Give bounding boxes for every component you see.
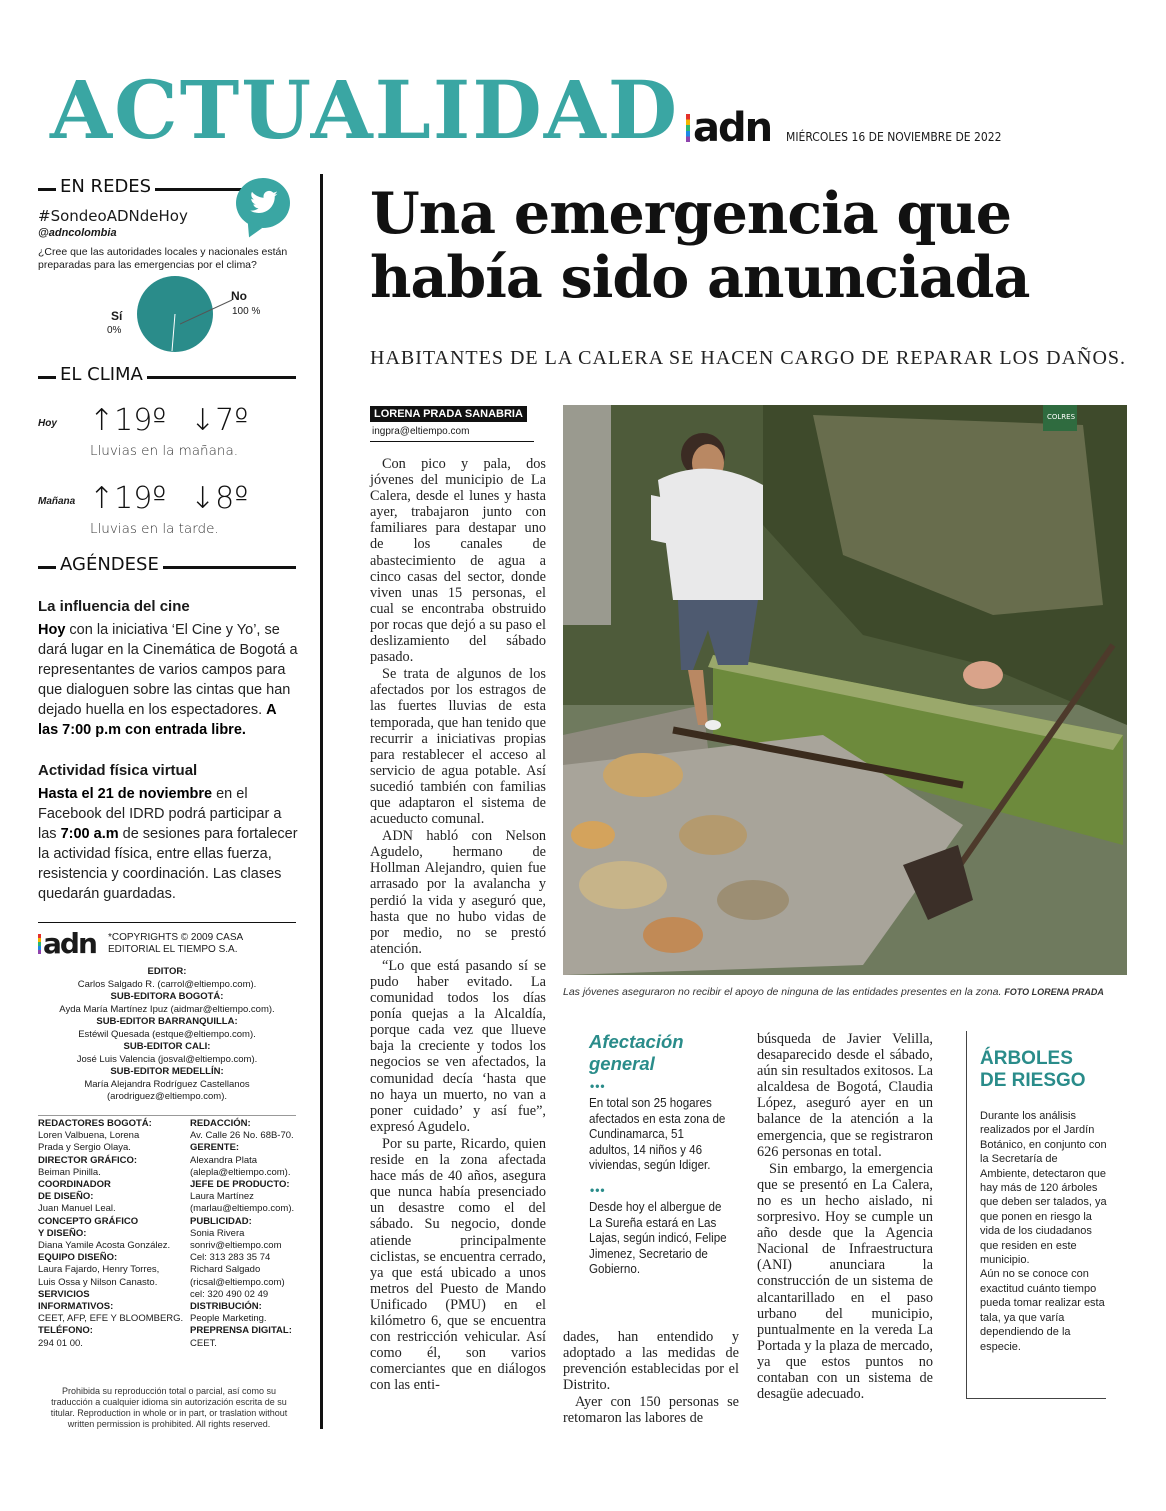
credit-names: Richard Salgado [190, 1264, 261, 1276]
bullet-dots: ••• [590, 1079, 606, 1093]
credit-role: REDACTORES BOGOTÁ: [38, 1118, 152, 1129]
article-column-3 [757, 1031, 933, 1403]
credit-names: Sonia Rivera [190, 1227, 245, 1239]
credit-role: TELÉFONO: [38, 1325, 93, 1337]
poll-no-label: No [231, 289, 247, 303]
staff-credits-b [190, 1118, 302, 1350]
arboles-title: ÁRBOLES DE RIESGO [980, 1048, 1086, 1091]
credit-names: (ricsal@eltiempo.com) [190, 1276, 285, 1288]
staff-credits-a [38, 1118, 188, 1350]
afectacion-title: Afectación general [589, 1031, 684, 1074]
credit-names: Estéwil Quesada (estque@eltiempo.com). [78, 1028, 256, 1040]
credit-role: SUB-EDITORA BOGOTÁ: [110, 991, 224, 1002]
column-divider [320, 174, 323, 1429]
credit-names: Ayda María Martínez Ipuz (aidmar@eltiempo.com). [59, 1003, 275, 1015]
article-paragraph: ADN habló con Nelson Agudelo, hermano de Hollman Alejandro, quien fue arrasado por la avalancha y perdió la vida y aseguró que, hasta que no hubo vidas de por medio, no se prestó atención. [370, 828, 546, 957]
adn-logo [686, 105, 772, 151]
twitter-handle: @adncolombia [38, 227, 117, 239]
credit-role: SUB-EDITOR CALI: [123, 1041, 211, 1052]
credit-names: Prada y Sergio Olaya. [38, 1142, 131, 1154]
credit-role: EDITOR: [147, 966, 187, 977]
credit-role: EQUIPO DISEÑO: [38, 1252, 118, 1264]
twitter-icon [236, 178, 290, 228]
credit-names: sonriv@eltiempo.com [190, 1240, 282, 1252]
clima-today-desc: Lluvias en la mañana. [90, 443, 239, 459]
article-paragraph: Sin embargo, la emergencia que se presentó en La Calera, no es un hecho aislado, ni sorpresivo. Hoy se cumple un año desde que la Agencia Nacional de Infraestructura (ANI) anunciara la construcción de un sistema de alcantarillado en el paso urbano del municipio, puntualmente en la vereda La Portada y la plaza de mercado, ya que estos puntos no contaban con un sistema de desagüe adecuado. [757, 1160, 933, 1403]
agendese-header [38, 556, 296, 578]
credit-names: CEET. [190, 1337, 217, 1349]
article-column-1 [370, 456, 546, 1394]
clima-tomorrow-max: ↑19º [89, 481, 167, 516]
credit-role: DISTRIBUCIÓN: [190, 1301, 262, 1313]
credit-names: (marlau@eltiempo.com). [190, 1203, 295, 1215]
credit-role: SUB-EDITOR BARRANQUILLA: [96, 1016, 238, 1027]
article-paragraph: Se trata de algunos de los afectados por los estragos de las fuertes lluvias de esta temporada, que han tenido que recurrir a iniciativas propias para restablecer el acceso al servicio de agua potable. Así sucedió también con familias que adaptaron el sistema de acueducto comunal. [370, 666, 546, 828]
photo-caption: Las jóvenes aseguraron no recibir el apoyo de ninguna de las entidades presentes en la zona. FOTO LORENA PRADA [563, 986, 1104, 998]
article-photo [563, 405, 1127, 975]
credit-names: CEET, AFP, EFE Y BLOOMBERG. [38, 1313, 184, 1325]
photo-sign: COLRES [1047, 413, 1076, 421]
credit-names: José Luis Valencia (josval@eltiempo.com). [76, 1053, 258, 1065]
credit-names: Juan Manuel Leal. [38, 1203, 116, 1215]
article-paragraph: Ayer con 150 personas se retomaron las labores de [563, 1394, 739, 1427]
credit-names: Av. Calle 26 No. 68B-70. [190, 1130, 294, 1142]
article-column-2 [563, 1329, 739, 1428]
credit-role: SUB-EDITOR MEDELLÍN: [110, 1066, 224, 1077]
arboles-body: Durante los análisis realizados por el Jardín Botánico, en conjunto con la Secretaría de Ambiente, detectaron que hay más de 120 árboles que deben ser talados, ya que ponen en riesgo la vida de los ciudadanos que residen en este municipio. Aún no se conoce con exactitud cuánto tiempo pueda tomar realizar esta tala, ya que varía dependiendo de la especie. [980, 1110, 1107, 1353]
credit-role: DIRECTOR GRÁFICO: [38, 1154, 138, 1166]
credit-names: Beiman Pinilla. [38, 1166, 101, 1178]
event-body: Hoy con la iniciativa ‘El Cine y Yo’, se dará lugar en la Cinemática de Bogotá a representantes de varios campos para que dialoguen sobre las cintas que han dejado huella en los espectadores. A las 7:00 p.m con entrada libre. [38, 622, 298, 738]
article-paragraph: Por su parte, Ricardo, quien reside en la zona afectada hace más de 40 años, asegura que nunca había presenciado un desastre como el del sábado. Su negocio, donde atiende principalmente ciclistas, se encuentra cerrado, ya que está ubicado a unos metros del Puesto de Mando Unificado (PMU) en el kilómetro 6, que se encuentra con restricción vehicular. Así como él, son varios comerciantes que en diálogos con las enti- [370, 1135, 546, 1394]
event-body: Hasta el 21 de noviembre en el Facebook del IDRD podrá participar a las 7:00 a.m de sesiones para fortalecer la actividad física, entre ellas fuerza, resistencia y coordinación. Las clases quedarán guardadas. [38, 786, 298, 902]
credit-names: Luis Ossa y Nilson Canasto. [38, 1276, 158, 1288]
event-title: Actividad física virtual [38, 762, 198, 779]
subheadline: HABITANTES DE LA CALERA SE HACEN CARGO DE REPARAR LOS DAÑOS. [370, 347, 1127, 369]
clima-header [38, 366, 296, 388]
copyright: *COPYRIGHTS © 2009 CASA EDITORIAL EL TIEMPO S.A. [108, 932, 243, 955]
section-title: ACTUALIDAD [50, 63, 680, 157]
clima-day-today: Hoy [38, 418, 57, 429]
credit-names: Alexandra Plata [190, 1154, 258, 1166]
credit-role: JEFE DE PRODUCTO: [190, 1179, 290, 1191]
credit-role: DE DISEÑO: [38, 1191, 94, 1203]
event-title: La influencia del cine [38, 598, 190, 615]
editor-credits [36, 966, 298, 1104]
afectacion-item: Desde hoy el albergue de La Sureña estará en Las Lajas, según indicó, Felipe Jimenez, Secretario de Gobierno. [589, 1200, 727, 1276]
clima-tomorrow-min: ↓8º [190, 481, 249, 516]
credit-names: (alepla@eltiempo.com). [190, 1166, 291, 1178]
agendese-label: AGÉNDESE [56, 554, 163, 575]
photo-credit: FOTO LORENA PRADA [1004, 987, 1104, 997]
credit-names: (arodriguez@eltiempo.com). [107, 1091, 227, 1102]
clima-tomorrow-desc: Lluvias en la tarde. [90, 521, 219, 537]
credit-role: Y DISEÑO: [38, 1227, 87, 1239]
clima-today-min: ↓7º [190, 403, 249, 438]
issue-date: MIÉRCOLES 16 DE NOVIEMBRE DE 2022 [786, 130, 1002, 144]
afectacion-item: En total son 25 hogares afectados en esta zona de Cundinamarca, 51 adultos, 14 niños y 46 viviendas, según Idiger. [589, 1096, 726, 1172]
legal-notice: Prohibida su reproducción total o parcial, así como su traducción a cualquier idioma sin autorización escrita de su titular. Reproduction in whole or in part, or traslation without written permission is prohibited. All rights reserved. [50, 1386, 288, 1429]
credit-names: María Alejandra Rodríguez Castellanos [84, 1078, 250, 1090]
credit-names: 294 01 00. [38, 1337, 83, 1349]
credit-role: PUBLICIDAD: [190, 1215, 252, 1227]
credit-role: PREPRENSA DIGITAL: [190, 1325, 292, 1337]
credit-names: Carlos Salgado R. (carrol@eltiempo.com). [77, 978, 257, 990]
en-redes-label: EN REDES [56, 176, 155, 197]
credit-names: Cel: 313 283 35 74 [190, 1252, 271, 1264]
credit-role: CONCEPTO GRÁFICO [38, 1215, 139, 1227]
poll-si-value: 0% [107, 325, 122, 336]
article-paragraph: Con pico y pala, dos jóvenes del municipio de La Calera, desde el lunes y hasta ayer, trabajaron junto con familiares para destapar uno de los canales de abastecimiento de agua a cinco casas del sector, donde viven unas 15 personas, el cual se encontraba obstruido por rocas que dejó a su paso el deslizamiento del sábado pasado. [370, 456, 546, 666]
credit-names: Laura Fajardo, Henry Torres, [38, 1264, 160, 1276]
logo-color-bars [686, 114, 690, 142]
credit-names: People Marketing. [190, 1313, 267, 1325]
clima-label: EL CLIMA [56, 364, 147, 385]
article-paragraph: dades, han entendido y adoptado a las medidas de prevención establecidas por el Distrito. [563, 1329, 739, 1394]
credit-names: cel: 320 490 02 49 [190, 1288, 269, 1300]
poll-no-value: 100 % [232, 306, 261, 317]
credit-names: Diana Yamile Acosta González. [38, 1240, 171, 1252]
adn-logo-text: adn [693, 105, 772, 151]
credit-names: Laura Martínez [190, 1191, 254, 1203]
credit-role: INFORMATIVOS: [38, 1301, 114, 1313]
credit-role: REDACCIÓN: [190, 1118, 251, 1129]
clima-day-tomorrow: Mañana [38, 496, 76, 507]
author-byline: LORENA PRADA SANABRIA [370, 406, 527, 422]
poll-question: ¿Cree que las autoridades locales y nacionales están preparadas para las emergencias por el clima? [38, 246, 288, 271]
masthead-logo: adn [38, 930, 96, 958]
article-paragraph: “Lo que está pasando sí se pudo haber evitado. La comunidad todos los días ponía quejas a la Alcaldía, porque cada vez que llueve baja la creciente y todos los negocios se ven afectados, la comunidad decía ‘hasta que no haya un muerto, no van a poner cuidado’ y así fue”, expresó Agudelo. [370, 957, 546, 1135]
credit-role: COORDINADOR [38, 1179, 111, 1191]
article-paragraph: búsqueda de Javier Velilla, desaparecido desde el sábado, aún sin resultados exitosos. La alcaldesa de Bogotá, Claudia López, aseguró ayer en un balance de la atención a la emergencia, que se registraron 626 personas en total. [757, 1031, 933, 1160]
poll-si-label: Sí [111, 309, 123, 323]
credit-role: SERVICIOS [38, 1288, 90, 1300]
hashtag: #SondeoADNdeHoy [38, 207, 188, 225]
bullet-dots: ••• [590, 1183, 606, 1197]
credit-role: GERENTE: [190, 1142, 240, 1154]
poll-leader-lines [180, 296, 236, 326]
headline: Una emergencia que había sido anunciada [370, 180, 1030, 311]
author-email: ingpra@eltiempo.com [372, 426, 470, 437]
clima-today-max: ↑19º [89, 403, 167, 438]
credit-names: Loren Valbuena, Lorena [38, 1130, 140, 1142]
